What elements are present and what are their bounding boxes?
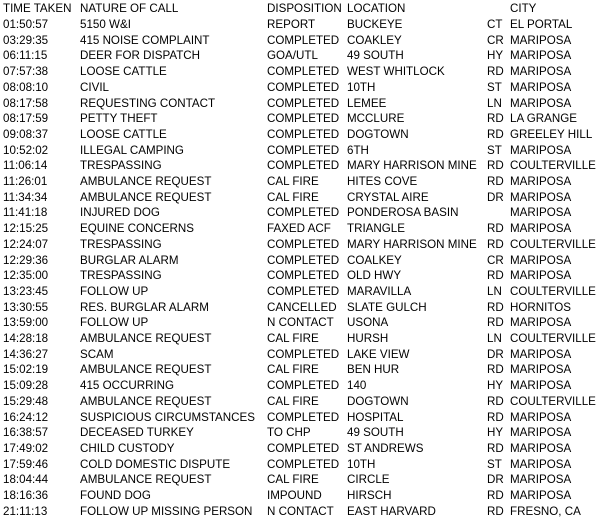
table-row bbox=[0, 127, 614, 142]
nature-cell: LOOSE CATTLE bbox=[80, 65, 167, 79]
table-row bbox=[0, 237, 614, 252]
city-cell: COULTERVILLE bbox=[510, 394, 596, 408]
time-cell: 09:08:37 bbox=[3, 127, 49, 141]
nature-cell: COLD DOMESTIC DISPUTE bbox=[80, 457, 231, 471]
nature-cell: FOUND DOG bbox=[80, 489, 151, 502]
street-suffix-cell: RD bbox=[487, 237, 504, 251]
location-cell: CIRCLE bbox=[347, 473, 390, 487]
disposition-cell: COMPLETED bbox=[267, 33, 340, 47]
location-cell: 49 SOUTH bbox=[347, 49, 404, 63]
disposition-cell: COMPLETED bbox=[267, 284, 340, 298]
street-suffix-cell: DR bbox=[487, 190, 504, 204]
street-suffix-cell: RD bbox=[487, 363, 504, 377]
location-cell: HITES COVE bbox=[347, 175, 418, 188]
disposition-cell: COMPLETED bbox=[267, 457, 340, 471]
time-cell: 08:17:58 bbox=[3, 96, 49, 110]
header-nature-of-call: NATURE OF CALL bbox=[80, 2, 179, 15]
time-cell: 21:11:13 bbox=[3, 504, 48, 518]
time-cell: 15:09:28 bbox=[3, 379, 49, 393]
disposition-cell: COMPLETED bbox=[267, 127, 340, 141]
street-suffix-cell: RD bbox=[487, 300, 504, 314]
city-cell: COULTERVILLE bbox=[510, 332, 596, 345]
street-suffix-cell: LN bbox=[487, 96, 502, 110]
location-cell: BEN HUR bbox=[347, 363, 400, 377]
nature-cell: DEER FOR DISPATCH bbox=[80, 49, 201, 63]
location-cell: TRIANGLE bbox=[347, 222, 405, 236]
city-cell: MARIPOSA bbox=[510, 253, 572, 267]
nature-cell: SCAM bbox=[80, 347, 114, 361]
disposition-cell: CANCELLED bbox=[267, 300, 337, 314]
table-row bbox=[0, 378, 614, 393]
time-cell: 16:38:57 bbox=[3, 426, 49, 440]
street-suffix-cell: ST bbox=[487, 80, 502, 94]
nature-cell: DECEASED TURKEY bbox=[80, 426, 194, 440]
time-cell: 13:30:55 bbox=[3, 300, 49, 314]
time-cell: 11:06:14 bbox=[3, 159, 48, 173]
street-suffix-cell: ST bbox=[487, 143, 502, 157]
nature-cell: AMBULANCE REQUEST bbox=[80, 175, 212, 188]
nature-cell: REQUESTING CONTACT bbox=[80, 96, 216, 110]
city-cell: MARIPOSA bbox=[510, 80, 572, 94]
city-cell: MARIPOSA bbox=[510, 473, 572, 487]
nature-cell: AMBULANCE REQUEST bbox=[80, 394, 212, 408]
table-row bbox=[0, 268, 614, 283]
time-cell: 07:57:38 bbox=[3, 65, 49, 79]
street-suffix-cell: CR bbox=[487, 33, 504, 47]
city-cell: MARIPOSA bbox=[510, 457, 572, 471]
street-suffix-cell: HY bbox=[487, 49, 504, 63]
time-cell: 14:28:18 bbox=[3, 332, 49, 345]
nature-cell: FOLLOW UP bbox=[80, 316, 149, 330]
city-cell: MARIPOSA bbox=[510, 222, 572, 236]
location-cell: CRYSTAL AIRE bbox=[347, 190, 429, 204]
table-row bbox=[0, 33, 614, 48]
time-cell: 11:41:18 bbox=[3, 206, 48, 220]
table-row bbox=[0, 48, 614, 63]
disposition-cell: CAL FIRE bbox=[267, 394, 319, 408]
disposition-cell: COMPLETED bbox=[267, 269, 340, 283]
table-row bbox=[0, 331, 614, 346]
time-cell: 12:15:25 bbox=[3, 222, 49, 236]
location-cell: MARY HARRISON MINE bbox=[347, 237, 477, 251]
location-cell: 6TH bbox=[347, 143, 369, 157]
time-cell: 15:29:48 bbox=[3, 394, 49, 408]
disposition-cell: COMPLETED bbox=[267, 112, 340, 126]
nature-cell: RES. BURGLAR ALARM bbox=[80, 300, 209, 314]
nature-cell: TRESPASSING bbox=[80, 159, 162, 173]
street-suffix-cell: RD bbox=[487, 127, 504, 141]
disposition-cell: CAL FIRE bbox=[267, 363, 319, 377]
location-cell: WEST WHITLOCK bbox=[347, 65, 445, 79]
disposition-cell: COMPLETED bbox=[267, 159, 340, 173]
street-suffix-cell: RD bbox=[487, 489, 504, 502]
disposition-cell: FAXED ACF bbox=[267, 222, 331, 236]
time-cell: 11:26:01 bbox=[3, 175, 48, 188]
time-cell: 08:08:10 bbox=[3, 80, 49, 94]
street-suffix-cell: RD bbox=[487, 394, 504, 408]
city-cell: COULTERVILLE bbox=[510, 159, 596, 173]
time-cell: 01:50:57 bbox=[3, 18, 49, 31]
nature-cell: FOLLOW UP bbox=[80, 284, 149, 298]
location-cell: ST ANDREWS bbox=[347, 441, 424, 455]
city-cell: MARIPOSA bbox=[510, 363, 572, 377]
table-row bbox=[0, 441, 614, 456]
street-suffix-cell: LN bbox=[487, 284, 502, 298]
street-suffix-cell: RD bbox=[487, 269, 504, 283]
nature-cell: AMBULANCE REQUEST bbox=[80, 190, 212, 204]
location-cell: EAST HARVARD bbox=[347, 504, 436, 518]
street-suffix-cell: CR bbox=[487, 253, 504, 267]
nature-cell: LOOSE CATTLE bbox=[80, 127, 167, 141]
disposition-cell: CAL FIRE bbox=[267, 332, 319, 345]
nature-cell: BURGLAR ALARM bbox=[80, 253, 179, 267]
city-cell: MARIPOSA bbox=[510, 190, 572, 204]
table-row bbox=[0, 221, 614, 236]
disposition-cell: COMPLETED bbox=[267, 410, 340, 424]
table-row bbox=[0, 425, 614, 440]
table-row bbox=[0, 410, 614, 425]
street-suffix-cell: RD bbox=[487, 441, 504, 455]
time-cell: 15:02:19 bbox=[3, 363, 49, 377]
nature-cell: FOLLOW UP MISSING PERSON bbox=[80, 504, 253, 518]
disposition-cell: COMPLETED bbox=[267, 379, 340, 393]
disposition-cell: COMPLETED bbox=[267, 253, 340, 267]
street-suffix-cell: RD bbox=[487, 222, 504, 236]
table-row bbox=[0, 284, 614, 299]
street-suffix-cell: LN bbox=[487, 332, 502, 345]
street-suffix-cell: DR bbox=[487, 473, 504, 487]
street-suffix-cell: DR bbox=[487, 347, 504, 361]
city-cell: MARIPOSA bbox=[510, 316, 572, 330]
time-cell: 13:59:00 bbox=[3, 316, 49, 330]
location-cell: MARY HARRISON MINE bbox=[347, 159, 477, 173]
table-row bbox=[0, 300, 614, 315]
table-row bbox=[0, 96, 614, 111]
table-row bbox=[0, 190, 614, 205]
nature-cell: AMBULANCE REQUEST bbox=[80, 473, 212, 487]
city-cell: MARIPOSA bbox=[510, 347, 572, 361]
time-cell: 13:23:45 bbox=[3, 284, 49, 298]
header-city: CITY bbox=[510, 2, 537, 15]
city-cell: MARIPOSA bbox=[510, 441, 572, 455]
disposition-cell: GOA/UTL bbox=[267, 49, 318, 63]
disposition-cell: TO CHP bbox=[267, 426, 311, 440]
time-cell: 16:24:12 bbox=[3, 410, 49, 424]
time-cell: 17:49:02 bbox=[3, 441, 49, 455]
city-cell: HORNITOS bbox=[510, 300, 571, 314]
header-disposition: DISPOSITION bbox=[267, 2, 342, 15]
table-row bbox=[0, 362, 614, 377]
location-cell: BUCKEYE bbox=[347, 18, 403, 31]
table-row bbox=[0, 64, 614, 79]
nature-cell: 5150 W&I bbox=[80, 18, 131, 31]
location-cell: MCCLURE bbox=[347, 112, 405, 126]
city-cell: EL PORTAL bbox=[510, 18, 573, 31]
time-cell: 12:29:36 bbox=[3, 253, 49, 267]
table-row bbox=[0, 158, 614, 173]
location-cell: HURSH bbox=[347, 332, 389, 345]
disposition-cell: COMPLETED bbox=[267, 347, 340, 361]
city-cell: MARIPOSA bbox=[510, 426, 572, 440]
street-suffix-cell: RD bbox=[487, 504, 504, 518]
disposition-cell: COMPLETED bbox=[267, 96, 340, 110]
location-cell: 10TH bbox=[347, 80, 376, 94]
location-cell: 10TH bbox=[347, 457, 376, 471]
street-suffix-cell: RD bbox=[487, 410, 504, 424]
street-suffix-cell: CT bbox=[487, 18, 503, 31]
city-cell: COULTERVILLE bbox=[510, 237, 596, 251]
location-cell: MARAVILLA bbox=[347, 284, 412, 298]
location-cell: HIRSCH bbox=[347, 489, 392, 502]
street-suffix-cell: RD bbox=[487, 316, 504, 330]
disposition-cell: COMPLETED bbox=[267, 80, 340, 94]
city-cell: LA GRANGE bbox=[510, 112, 578, 126]
nature-cell: TRESPASSING bbox=[80, 269, 162, 283]
location-cell: USONA bbox=[347, 316, 389, 330]
nature-cell: AMBULANCE REQUEST bbox=[80, 363, 212, 377]
city-cell: MARIPOSA bbox=[510, 143, 572, 157]
time-cell: 08:17:59 bbox=[3, 112, 49, 126]
disposition-cell: CAL FIRE bbox=[267, 473, 319, 487]
street-suffix-cell: RD bbox=[487, 65, 504, 79]
disposition-cell: COMPLETED bbox=[267, 441, 340, 455]
table-row bbox=[0, 111, 614, 126]
disposition-cell: COMPLETED bbox=[267, 206, 340, 220]
nature-cell: PETTY THEFT bbox=[80, 112, 158, 126]
disposition-cell: N CONTACT bbox=[267, 316, 334, 330]
location-cell: HOSPITAL bbox=[347, 410, 404, 424]
location-cell: OLD HWY bbox=[347, 269, 402, 283]
time-cell: 12:35:00 bbox=[3, 269, 49, 283]
nature-cell: AMBULANCE REQUEST bbox=[80, 332, 212, 345]
street-suffix-cell: HY bbox=[487, 426, 504, 440]
location-cell: 140 bbox=[347, 379, 367, 393]
time-cell: 18:04:44 bbox=[3, 473, 49, 487]
street-suffix-cell: RD bbox=[487, 112, 504, 126]
time-cell: 17:59:46 bbox=[3, 457, 49, 471]
disposition-cell: CAL FIRE bbox=[267, 190, 319, 204]
city-cell: FRESNO, CA bbox=[510, 504, 581, 518]
location-cell: LEMEE bbox=[347, 96, 387, 110]
header-time-taken: TIME TAKEN bbox=[3, 2, 72, 15]
disposition-cell: COMPLETED bbox=[267, 65, 340, 79]
nature-cell: CIVIL bbox=[80, 80, 109, 94]
location-cell: COALKEY bbox=[347, 253, 402, 267]
table-row bbox=[0, 347, 614, 362]
city-cell: MARIPOSA bbox=[510, 65, 572, 79]
table-row bbox=[0, 488, 614, 503]
table-row bbox=[0, 394, 614, 409]
location-cell: PONDEROSA BASIN bbox=[347, 206, 459, 220]
time-cell: 03:29:35 bbox=[3, 33, 49, 47]
city-cell: COULTERVILLE bbox=[510, 284, 596, 298]
city-cell: MARIPOSA bbox=[510, 489, 572, 502]
city-cell: MARIPOSA bbox=[510, 379, 572, 393]
disposition-cell: COMPLETED bbox=[267, 237, 340, 251]
table-row bbox=[0, 80, 614, 95]
table-row bbox=[0, 143, 614, 158]
nature-cell: SUSPICIOUS CIRCUMSTANCES bbox=[80, 410, 255, 424]
time-cell: 06:11:15 bbox=[3, 49, 48, 63]
table-row bbox=[0, 253, 614, 268]
street-suffix-cell: ST bbox=[487, 457, 502, 471]
table-row bbox=[0, 17, 614, 32]
city-cell: MARIPOSA bbox=[510, 206, 572, 220]
location-cell: 49 SOUTH bbox=[347, 426, 404, 440]
header-location: LOCATION bbox=[347, 2, 406, 15]
location-cell: COAKLEY bbox=[347, 33, 402, 47]
time-cell: 11:34:34 bbox=[3, 190, 48, 204]
city-cell: MARIPOSA bbox=[510, 49, 572, 63]
time-cell: 12:24:07 bbox=[3, 237, 49, 251]
location-cell: DOGTOWN bbox=[347, 127, 409, 141]
city-cell: MARIPOSA bbox=[510, 175, 572, 188]
table-row bbox=[0, 457, 614, 472]
time-cell: 18:16:36 bbox=[3, 489, 49, 502]
nature-cell: CHILD CUSTODY bbox=[80, 441, 175, 455]
header-row bbox=[0, 1, 614, 16]
nature-cell: INJURED DOG bbox=[80, 206, 160, 220]
disposition-cell: COMPLETED bbox=[267, 143, 340, 157]
table-row bbox=[0, 504, 614, 519]
street-suffix-cell: HY bbox=[487, 379, 504, 393]
nature-cell: 415 OCCURRING bbox=[80, 379, 175, 393]
city-cell: MARIPOSA bbox=[510, 269, 572, 283]
city-cell: MARIPOSA bbox=[510, 410, 572, 424]
nature-cell: ILLEGAL CAMPING bbox=[80, 143, 184, 157]
disposition-cell: N CONTACT bbox=[267, 504, 334, 518]
time-cell: 10:52:02 bbox=[3, 143, 49, 157]
nature-cell: EQUINE CONCERNS bbox=[80, 222, 195, 236]
disposition-cell: REPORT bbox=[267, 18, 316, 31]
street-suffix-cell: RD bbox=[487, 159, 504, 173]
table-row bbox=[0, 315, 614, 330]
disposition-cell: CAL FIRE bbox=[267, 175, 319, 188]
disposition-cell: IMPOUND bbox=[267, 489, 322, 502]
city-cell: MARIPOSA bbox=[510, 96, 572, 110]
location-cell: LAKE VIEW bbox=[347, 347, 410, 361]
time-cell: 14:36:27 bbox=[3, 347, 49, 361]
nature-cell: 415 NOISE COMPLAINT bbox=[80, 33, 210, 47]
street-suffix-cell: RD bbox=[487, 175, 504, 188]
location-cell: SLATE GULCH bbox=[347, 300, 427, 314]
location-cell: DOGTOWN bbox=[347, 394, 409, 408]
table-row bbox=[0, 205, 614, 220]
nature-cell: TRESPASSING bbox=[80, 237, 162, 251]
table-row bbox=[0, 174, 614, 189]
city-cell: MARIPOSA bbox=[510, 33, 572, 47]
table-row bbox=[0, 472, 614, 487]
city-cell: GREELEY HILL bbox=[510, 127, 593, 141]
